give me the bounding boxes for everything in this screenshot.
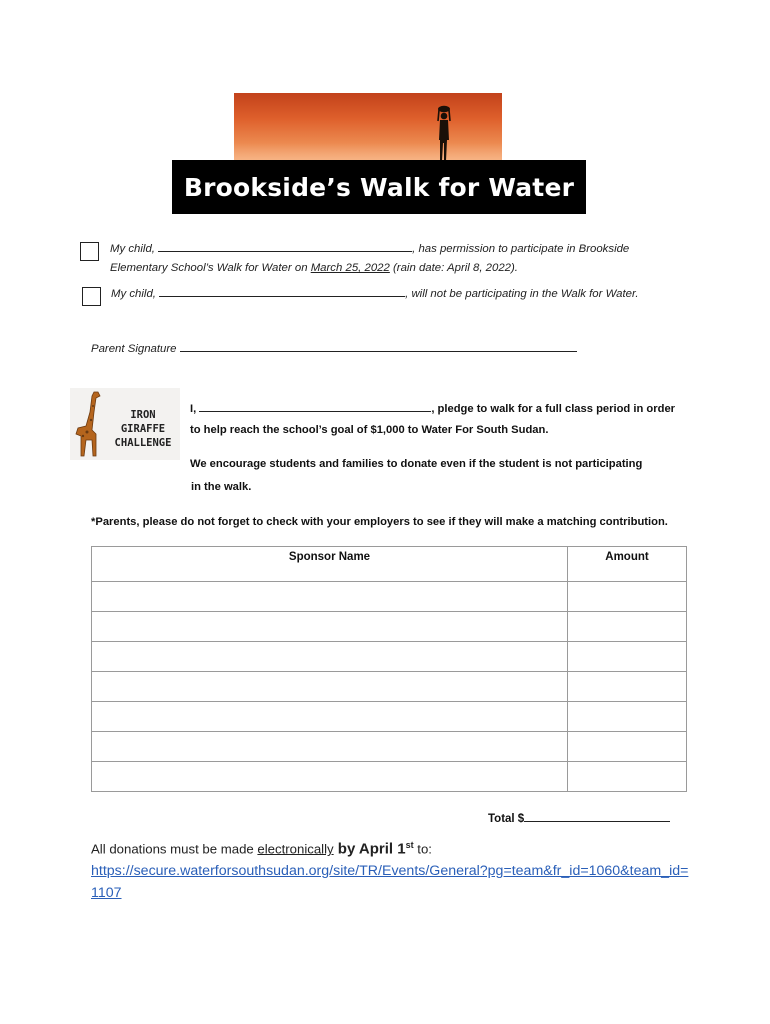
amount-cell[interactable] bbox=[568, 732, 687, 762]
parent-signature-line: Parent Signature bbox=[91, 340, 577, 359]
sponsor-name-cell[interactable] bbox=[92, 582, 568, 612]
image-caption-line2: CHALLENGE bbox=[114, 437, 172, 449]
permission-no-checkbox[interactable] bbox=[82, 287, 101, 306]
matching-note: *Parents, please do not forget to check with your employers to see if they will make a matching contribution. bbox=[91, 516, 668, 528]
child-name-field-2[interactable] bbox=[159, 285, 405, 297]
permission-yes-text: My child, , has permission to participate in Brookside bbox=[110, 240, 629, 259]
table-header-row bbox=[92, 547, 687, 582]
donation-link[interactable]: https://secure.waterforsouthsudan.org/site/TR/Events/General?pg=team&fr_id=1060&team_id=1107 bbox=[91, 863, 689, 901]
child-name-field[interactable] bbox=[158, 240, 412, 252]
iron-giraffe-image bbox=[70, 388, 180, 460]
pledge-line2: to help reach the school’s goal of $1,000 to Water For South Sudan. bbox=[190, 424, 549, 436]
pledge-line1: I, , pledge to walk for a full class period in order bbox=[190, 400, 675, 415]
table-row bbox=[92, 732, 687, 762]
table-row bbox=[92, 612, 687, 642]
permission-no-text: My child, , will not be participating in the Walk for Water. bbox=[111, 285, 639, 304]
total-amount-field[interactable] bbox=[524, 810, 670, 822]
sponsor-table bbox=[91, 546, 687, 792]
permission-yes-line2: Elementary School’s Walk for Water on March 25, 2022 (rain date: April 8, 2022). bbox=[110, 262, 518, 274]
page-title: Brookside’s Walk for Water bbox=[183, 172, 575, 202]
amount-header: Amount bbox=[568, 547, 687, 582]
table-row bbox=[92, 672, 687, 702]
sponsor-name-cell[interactable] bbox=[92, 702, 568, 732]
sponsor-name-header: Sponsor Name bbox=[92, 547, 568, 582]
amount-cell[interactable] bbox=[568, 582, 687, 612]
table-row bbox=[92, 582, 687, 612]
sponsor-name-cell[interactable] bbox=[92, 732, 568, 762]
parent-signature-field[interactable] bbox=[180, 340, 577, 352]
amount-cell[interactable] bbox=[568, 762, 687, 792]
student-name-field[interactable] bbox=[199, 400, 431, 412]
donation-instructions: All donations must be made electronically by April 1st to: bbox=[91, 840, 432, 858]
banner-image bbox=[234, 93, 502, 165]
sponsor-name-cell[interactable] bbox=[92, 672, 568, 702]
amount-cell[interactable] bbox=[568, 612, 687, 642]
amount-cell[interactable] bbox=[568, 702, 687, 732]
person-carrying-water-icon bbox=[430, 105, 460, 163]
table-row bbox=[92, 702, 687, 732]
amount-cell[interactable] bbox=[568, 642, 687, 672]
pledge-line3: We encourage students and families to donate even if the student is not participating bbox=[190, 458, 643, 470]
pledge-line4: in the walk. bbox=[191, 481, 252, 493]
walk-date: March 25, 2022 bbox=[310, 262, 390, 274]
title-banner bbox=[172, 160, 586, 214]
giraffe-icon bbox=[72, 390, 106, 460]
amount-cell[interactable] bbox=[568, 672, 687, 702]
sponsor-name-cell[interactable] bbox=[92, 612, 568, 642]
permission-yes-checkbox[interactable] bbox=[80, 242, 99, 261]
image-caption-line1: IRON GIRAFFE bbox=[120, 409, 166, 435]
total-line: Total $ bbox=[488, 810, 670, 825]
table-row bbox=[92, 642, 687, 672]
table-row bbox=[92, 762, 687, 792]
sponsor-name-cell[interactable] bbox=[92, 642, 568, 672]
sponsor-name-cell[interactable] bbox=[92, 762, 568, 792]
